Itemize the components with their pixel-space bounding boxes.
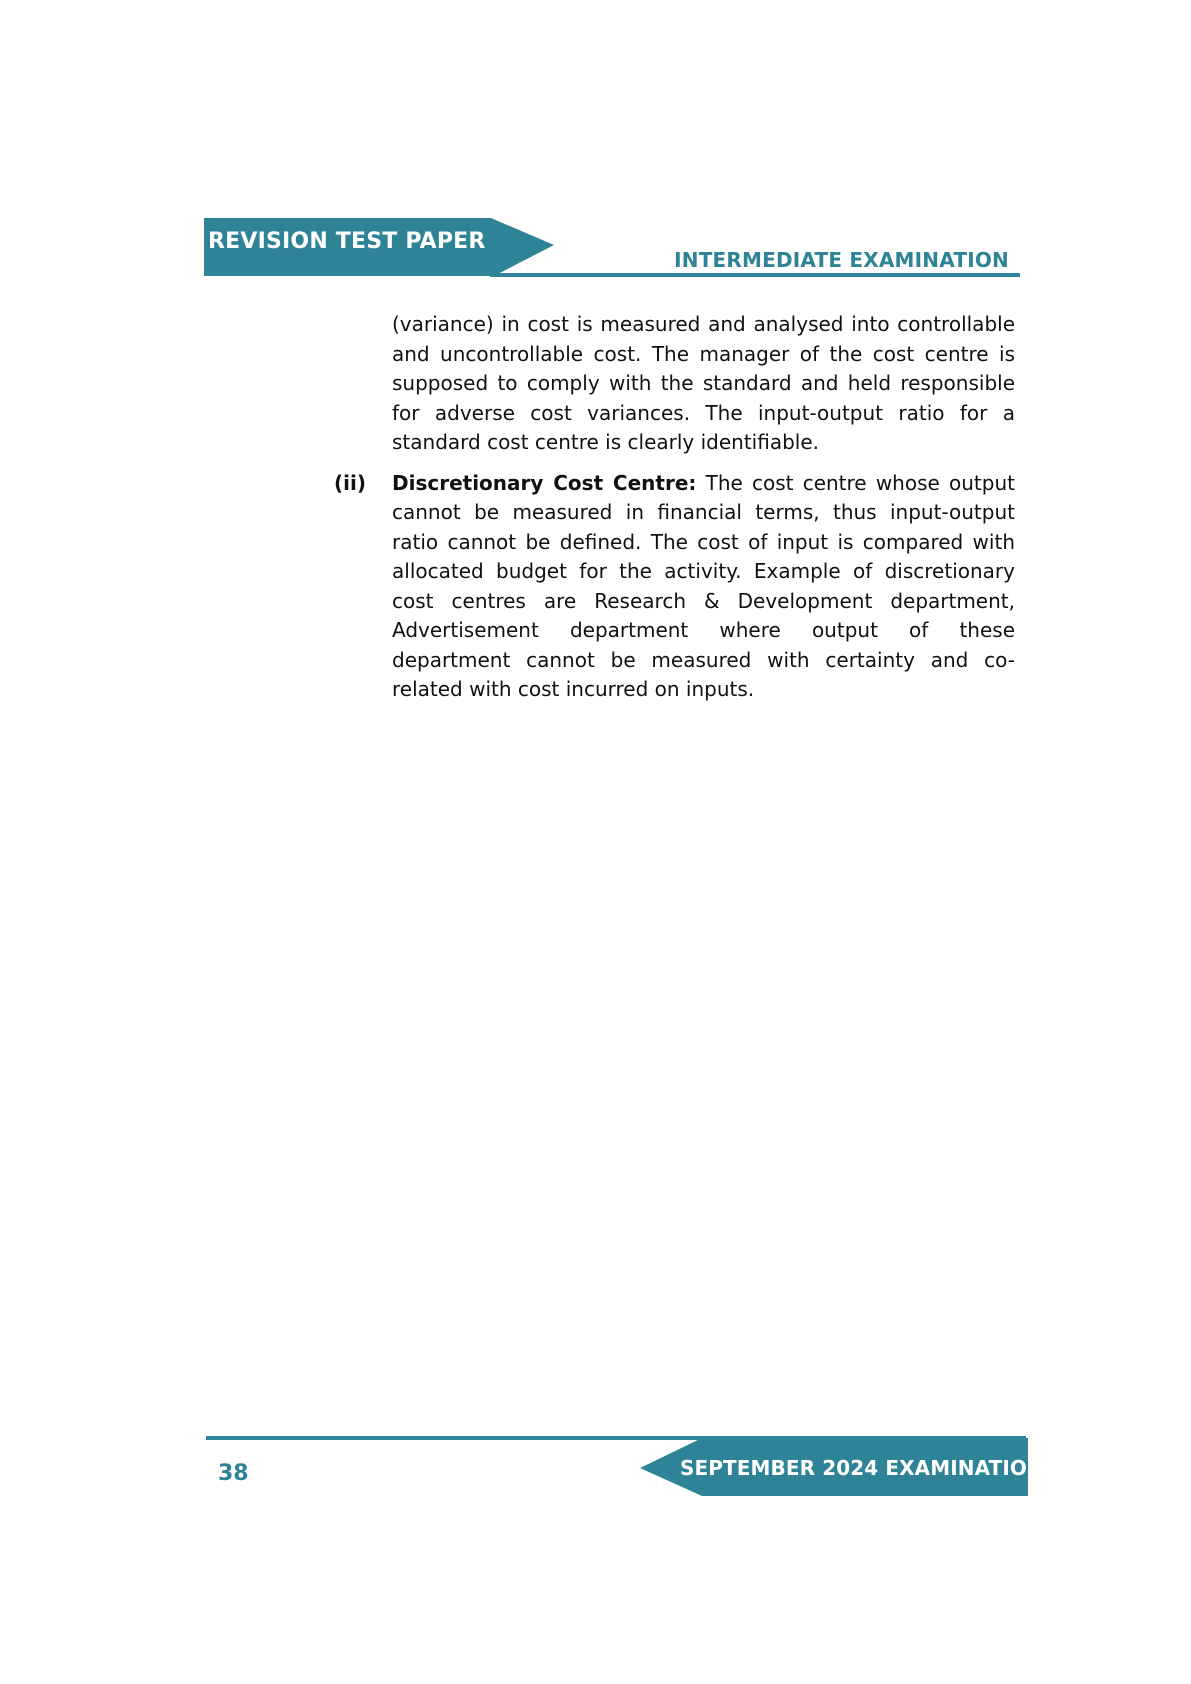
continuation-paragraph: (variance) in cost is measured and analysed into controllable and uncontrollable cost. The manager of the cost centre is supposed to comply with the standard and held responsible for adverse cost variances. The input-output ratio for a standard cost centre is clearly identifiable.: [392, 312, 1015, 454]
header-exam-label: INTERMEDIATE EXAMINATION: [674, 248, 1009, 272]
item-paragraph: [392, 469, 1015, 705]
item-text: The cost centre whose output cannot be measured in financial terms, thus input-output ratio cannot be defined. The cost of input is compared with allocated budget for the activity. Example of discretionary cost centres are Research & Development department, Advertisement department where output of these department cannot be measured with certainty and co-related with cost incurred on inputs.: [392, 470, 1015, 701]
item-heading: Discretionary Cost Centre:: [392, 470, 697, 495]
header-rule: [490, 273, 1020, 277]
header-title: REVISION TEST PAPER: [208, 229, 486, 254]
footer-exam-label: SEPTEMBER 2024 EXAMINATION: [680, 1456, 1044, 1480]
main-content: [334, 310, 1015, 705]
item-number: (ii): [334, 470, 366, 495]
page-number: 38: [218, 1461, 249, 1486]
list-item: [334, 469, 1015, 705]
